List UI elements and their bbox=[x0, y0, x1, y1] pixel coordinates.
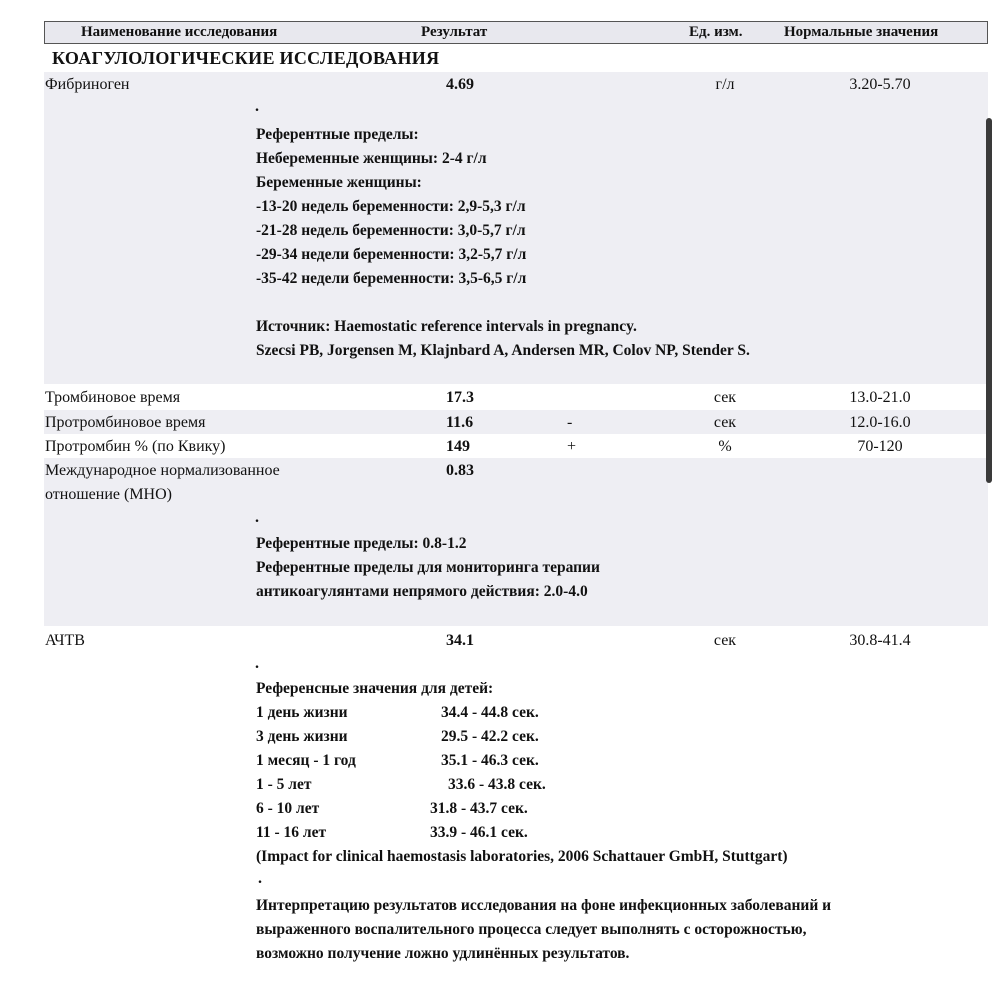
aptt-child-range: 31.8 - 43.7 сек. bbox=[430, 800, 528, 817]
prothrombin-time-unit: сек bbox=[713, 414, 737, 431]
inr-note: Референтные пределы для мониторинга терапии bbox=[256, 559, 600, 576]
aptt-children-title: Референсные значения для детей: bbox=[256, 680, 494, 697]
aptt-interpretation: выраженного воспалительного процесса следует выполнять с осторожностью, bbox=[256, 921, 807, 938]
aptt-child-range: 35.1 - 46.3 сек. bbox=[441, 752, 539, 769]
fibrinogen-note: -35-42 недели беременности: 3,5-6,5 г/л bbox=[256, 270, 527, 287]
aptt-dot-2: . bbox=[258, 870, 262, 887]
aptt-child-range: 29.5 - 42.2 сек. bbox=[441, 728, 539, 745]
header-name: Наименование исследования bbox=[81, 24, 278, 40]
inr-result: 0.83 bbox=[446, 462, 474, 479]
header-norm: Нормальные значения bbox=[784, 24, 939, 40]
aptt-interpretation: Интерпретацию результатов исследования на фоне инфекционных заболеваний и bbox=[256, 897, 832, 914]
aptt-child-range: 33.6 - 43.8 сек. bbox=[448, 776, 546, 793]
aptt-result: 34.1 bbox=[446, 632, 474, 649]
thrombin-time-name: Тромбиновое время bbox=[45, 389, 181, 406]
prothrombin-quick-unit: % bbox=[718, 438, 732, 455]
thrombin-time-unit: сек bbox=[713, 389, 737, 406]
aptt-norm: 30.8-41.4 bbox=[849, 632, 911, 649]
fibrinogen-result: 4.69 bbox=[446, 76, 474, 93]
aptt-child-age: 6 - 10 лет bbox=[256, 800, 320, 817]
fibrinogen-unit: г/л bbox=[715, 76, 735, 93]
prothrombin-quick-norm: 70-120 bbox=[857, 438, 903, 455]
fibrinogen-norm: 3.20-5.70 bbox=[849, 76, 911, 93]
aptt-unit: сек bbox=[713, 632, 737, 649]
prothrombin-time-name: Протромбиновое время bbox=[45, 414, 206, 431]
fibrinogen-note: -29-34 недели беременности: 3,2-5,7 г/л bbox=[256, 246, 527, 263]
inr-name-line2: отношение (МНО) bbox=[45, 486, 172, 503]
fibrinogen-note: Референтные пределы: bbox=[256, 126, 419, 143]
prothrombin-time-flag: - bbox=[567, 414, 573, 431]
prothrombin-quick-result: 149 bbox=[446, 438, 470, 455]
fibrinogen-note: -13-20 недель беременности: 2,9-5,3 г/л bbox=[256, 198, 526, 215]
aptt-name: АЧТВ bbox=[45, 632, 85, 649]
header-unit: Ед. изм. bbox=[689, 24, 743, 40]
thrombin-time-result: 17.3 bbox=[446, 389, 474, 406]
inr-name-line1: Международное нормализованное bbox=[45, 462, 280, 479]
fibrinogen-note: Беременные женщины: bbox=[256, 174, 422, 191]
fibrinogen-source: Szecsi PB, Jorgensen M, Klajnbard A, Andersen MR, Colov NP, Stender S. bbox=[256, 342, 750, 359]
aptt-child-range: 33.9 - 46.1 сек. bbox=[430, 824, 528, 841]
fibrinogen-name: Фибриноген bbox=[45, 76, 130, 93]
inr-note: Референтные пределы: 0.8-1.2 bbox=[256, 535, 467, 552]
fibrinogen-source: Источник: Haemostatic reference intervals in pregnancy. bbox=[256, 318, 637, 335]
aptt-child-age: 3 день жизни bbox=[256, 728, 348, 745]
prothrombin-time-result: 11.6 bbox=[446, 414, 474, 431]
aptt-child-age: 1 день жизни bbox=[256, 704, 348, 721]
fibrinogen-note: Небеременные женщины: 2-4 г/л bbox=[256, 150, 487, 167]
aptt-child-age: 1 - 5 лет bbox=[256, 776, 312, 793]
table-header bbox=[44, 21, 988, 44]
aptt-dot: . bbox=[255, 655, 259, 672]
prothrombin-quick-name: Протромбин % (по Квику) bbox=[45, 438, 226, 455]
vertical-scrollbar[interactable] bbox=[986, 118, 992, 483]
inr-dot: . bbox=[255, 509, 259, 526]
section-title: КОАГУЛОЛОГИЧЕСКИЕ ИССЛЕДОВАНИЯ bbox=[52, 48, 440, 68]
inr-note: антикоагулянтами непрямого действия: 2.0-4.0 bbox=[256, 583, 588, 600]
aptt-child-age: 11 - 16 лет bbox=[256, 824, 327, 841]
fibrinogen-note: -21-28 недель беременности: 3,0-5,7 г/л bbox=[256, 222, 526, 239]
aptt-child-range: 34.4 - 44.8 сек. bbox=[441, 704, 539, 721]
aptt-interpretation: возможно получение ложно удлинённых результатов. bbox=[256, 945, 630, 962]
fibrinogen-dot: . bbox=[255, 98, 259, 115]
aptt-child-age: 1 месяц - 1 год bbox=[256, 752, 356, 769]
prothrombin-quick-flag: + bbox=[567, 438, 577, 455]
thrombin-time-norm: 13.0-21.0 bbox=[849, 389, 911, 406]
header-result: Результат bbox=[421, 24, 488, 40]
prothrombin-time-norm: 12.0-16.0 bbox=[849, 414, 911, 431]
aptt-citation: (Impact for clinical haemostasis laboratories, 2006 Schattauer GmbH, Stuttgart) bbox=[256, 848, 788, 865]
